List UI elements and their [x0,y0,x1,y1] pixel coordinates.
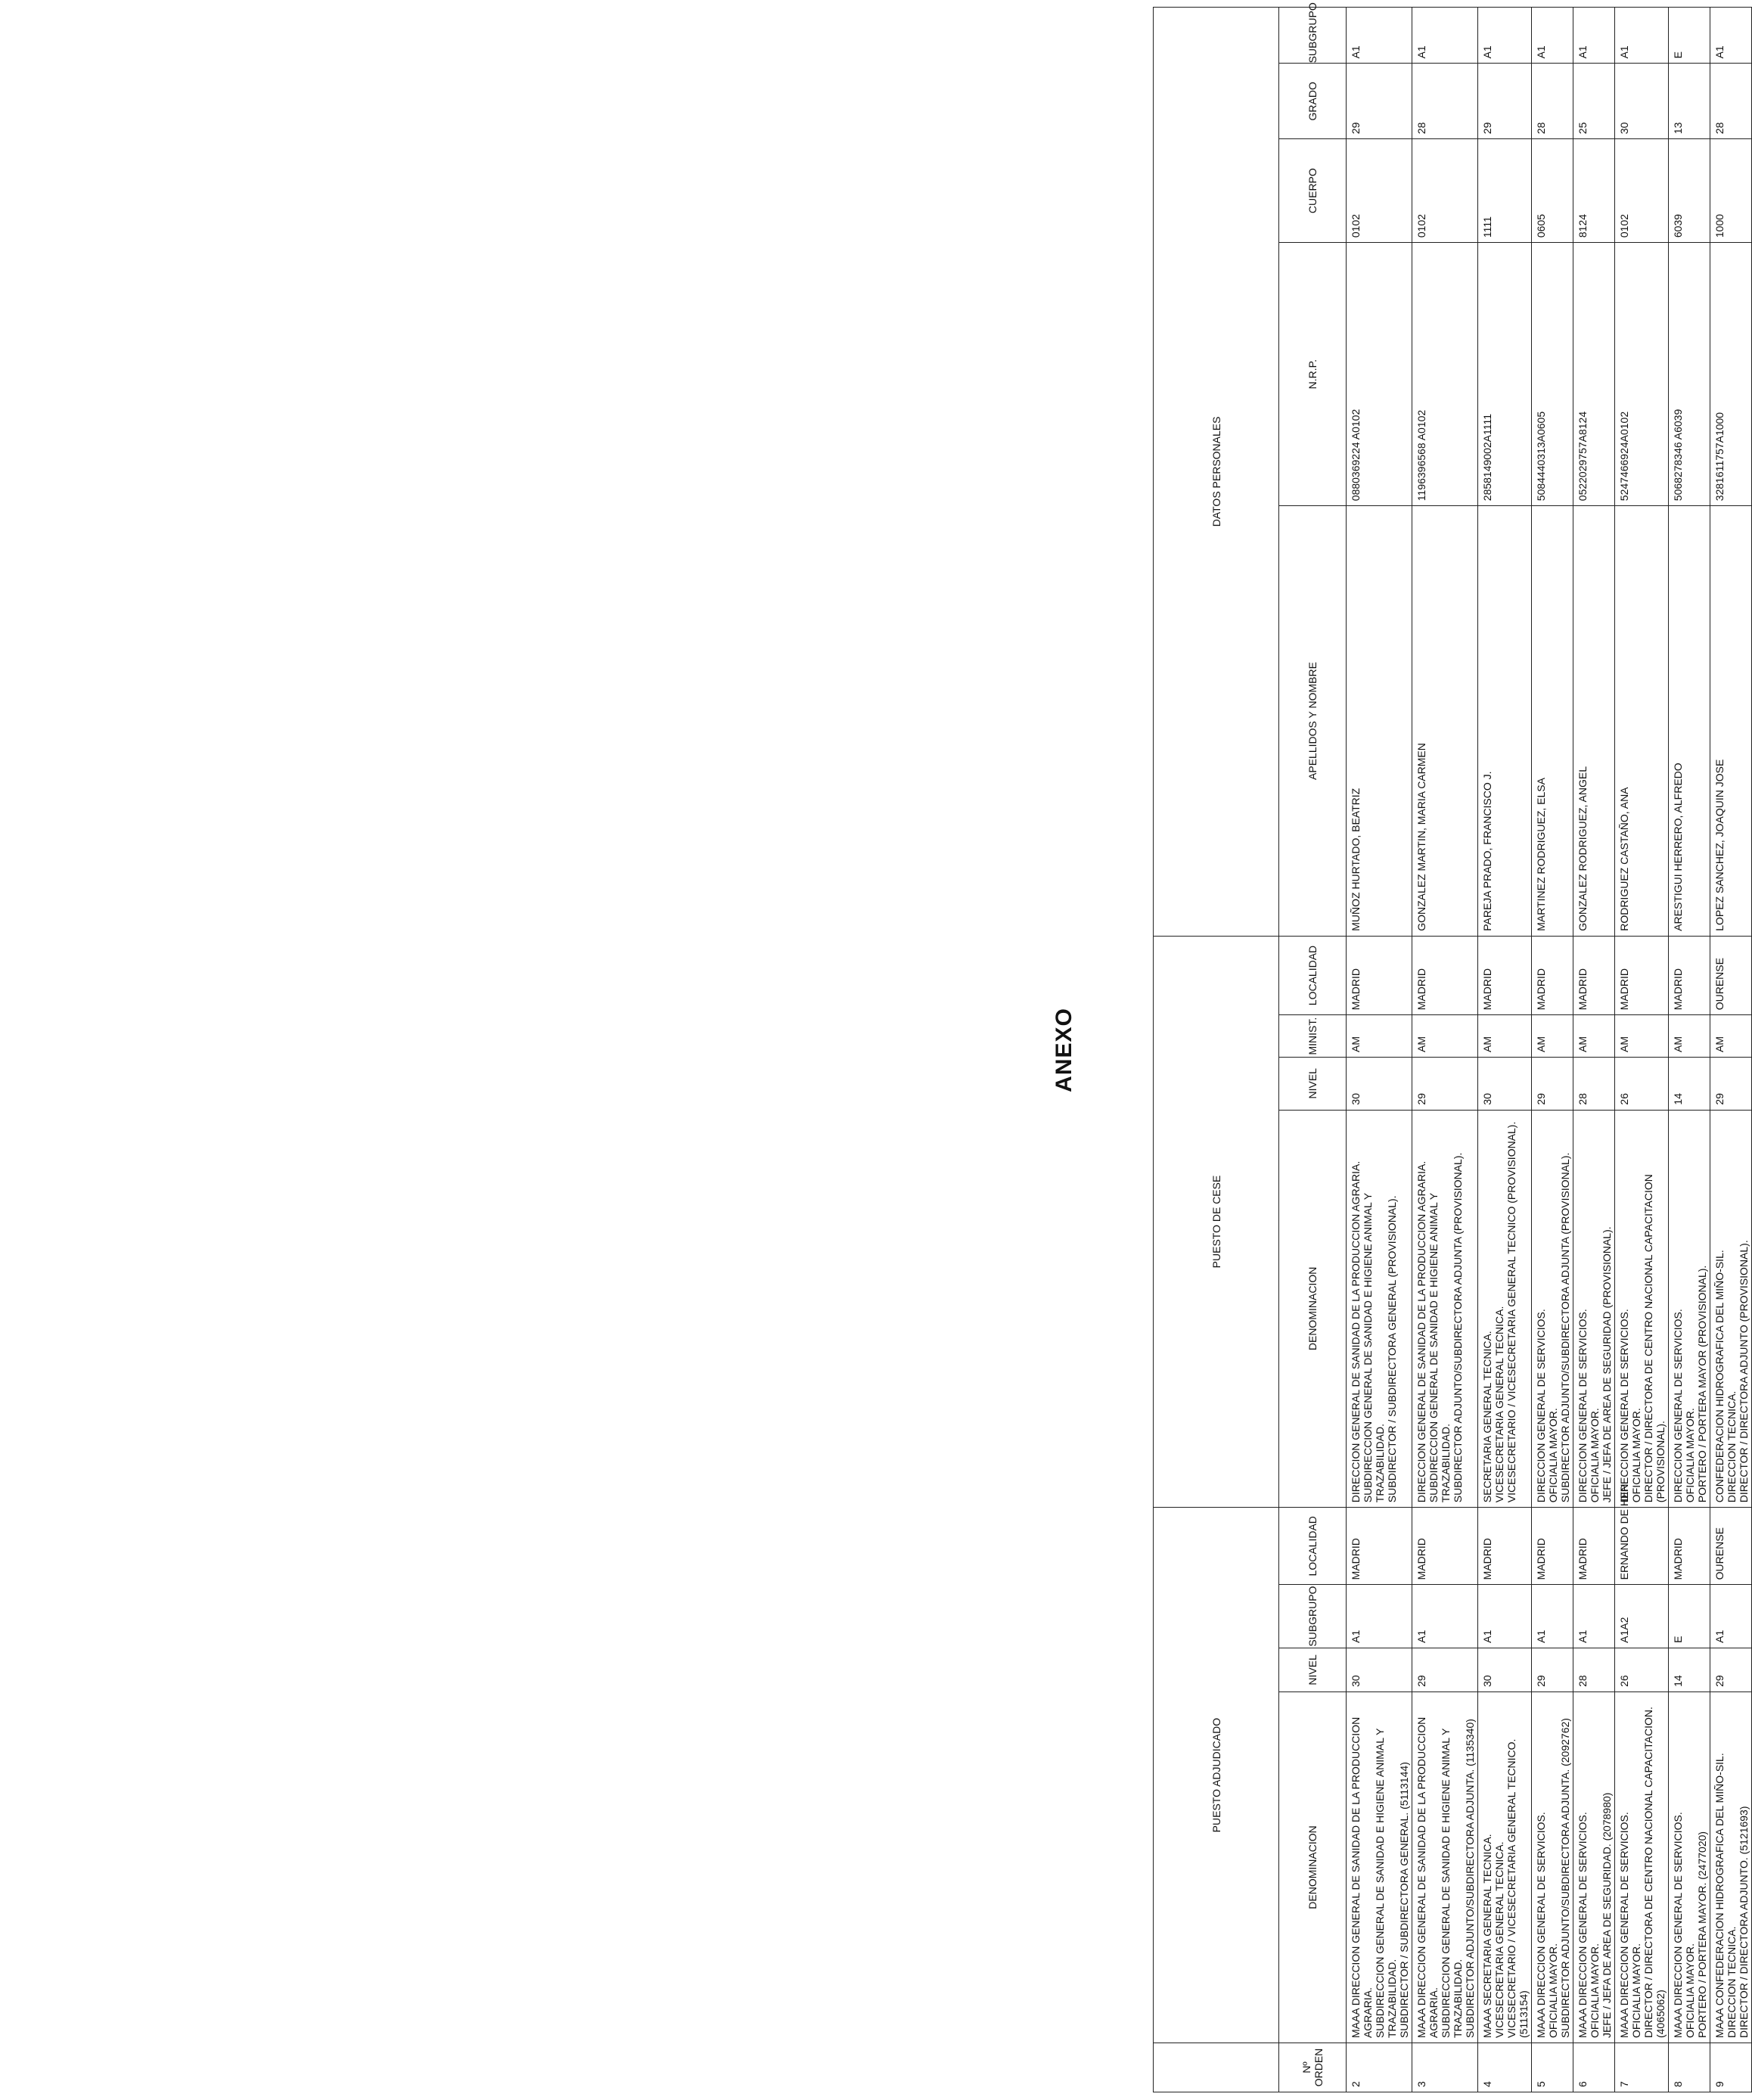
cell-apellidos: MARTINEZ RODRIGUEZ, ELSA [1532,506,1573,937]
cell-orden: 6 [1573,2043,1615,2092]
cell-adj-subgrupo: A1 [1478,1585,1532,1648]
cell-cuerpo: 6039 [1669,139,1710,243]
group-header-datos-personales: DATOS PERSONALES [1154,8,1279,937]
cell-nrp: 1196396568 A0102 [1412,243,1478,506]
cell-subgrupo: E [1669,8,1710,64]
cell-cese-denominacion: DIRECCION GENERAL DE SERVICIOS. OFICIALIA MAYOR. JEFE / JEFA DE AREA DE SEGURIDAD (PROVISIONAL). [1573,1110,1615,1508]
cell-adj-subgrupo: A1 [1573,1585,1615,1648]
table-row [1347,8,1412,2092]
cell-adj-subgrupo: A1 [1347,1585,1412,1648]
cell-adj-nivel: 28 [1573,1648,1615,1691]
cell-adj-subgrupo: A1 [1412,1585,1478,1648]
cell-cuerpo: 0102 [1412,139,1478,243]
group-header-puesto-cese: PUESTO DE CESE [1154,936,1279,1507]
cell-cese-minist: AM [1347,1015,1412,1058]
group-header-blank [1154,2043,1279,2092]
cell-cese-denominacion: DIRECCION GENERAL DE SANIDAD DE LA PRODUCCION AGRARIA. SUBDIRECCION GENERAL DE SANIDAD E HIGIENE ANIMAL Y TRAZABILIDAD. SUBDIRECTOR / SUBDIRECTORA GENERAL (PROVISIONAL). [1347,1110,1412,1508]
cell-cese-nivel: 29 [1710,1057,1752,1110]
cell-cese-nivel: 29 [1532,1057,1573,1110]
cell-orden: 9 [1710,2043,1752,2092]
cell-cese-denominacion: DIRECCION GENERAL DE SERVICIOS. OFICIALIA MAYOR. PORTERO / PORTERA MAYOR (PROVISIONAL). [1669,1110,1710,1508]
cell-adj-denominacion: MAAA DIRECCION GENERAL DE SANIDAD DE LA PRODUCCION AGRARIA. SUBDIRECCION GENERAL DE SANIDAD E HIGIENE ANIMAL Y TRAZABILIDAD. SUBDIRECTOR / SUBDIRECTORA GENERAL. (5113144) [1347,1691,1412,2043]
cell-cese-denominacion: CONFEDERACION HIDROGRAFICA DEL MIÑO-SIL. DIRECCION TECNICA. DIRECTOR / DIRECTORA ADJUNTO (PROVISIONAL). [1710,1110,1752,1508]
cell-subgrupo: A1 [1532,8,1573,64]
cell-adj-nivel: 30 [1478,1648,1532,1691]
cell-adj-denominacion: MAAA DIRECCION GENERAL DE SERVICIOS. OFICIALIA MAYOR. PORTERO / PORTERA MAYOR. (2477020) [1669,1691,1710,2043]
cell-cese-nivel: 29 [1412,1057,1478,1110]
cell-cese-localidad: MADRID [1347,936,1412,1014]
cell-nrp: 5084440313A0605 [1532,243,1573,506]
cell-adj-denominacion: MAAA SECRETARIA GENERAL TECNICA. VICESECRETARIA GENERAL TECNICA. VICESECRETARIO / VICESECRETARIA GENERAL TECNICO. (5113154) [1478,1691,1532,2043]
cell-adj-denominacion: MAAA DIRECCION GENERAL DE SANIDAD DE LA PRODUCCION AGRARIA. SUBDIRECCION GENERAL DE SANIDAD E HIGIENE ANIMAL Y TRAZABILIDAD. SUBDIRECTOR ADJUNTO/SUBDIRECTORA ADJUNTA. (1135340) [1412,1691,1478,2043]
cell-subgrupo: A1 [1347,8,1412,64]
cell-cese-nivel: 26 [1615,1057,1669,1110]
group-header-puesto-adjudicado: PUESTO ADJUDICADO [1154,1508,1279,2043]
cell-apellidos: GONZALEZ MARTIN, MARIA CARMEN [1412,506,1478,937]
col-header-adj-localidad: LOCALIDAD [1279,1508,1347,1585]
cell-grado: 28 [1412,64,1478,139]
cell-cese-denominacion: DIRECCION GENERAL DE SERVICIOS. OFICIALIA MAYOR. DIRECTOR / DIRECTORA DE CENTRO NACIONAL CAPACITACION (PROVISIONAL). [1615,1110,1669,1508]
cell-nrp: 0880369224 A0102 [1347,243,1412,506]
cell-cese-denominacion: DIRECCION GENERAL DE SANIDAD DE LA PRODUCCION AGRARIA. SUBDIRECCION GENERAL DE SANIDAD E HIGIENE ANIMAL Y TRAZABILIDAD. SUBDIRECTOR ADJUNTO/SUBDIRECTORA ADJUNTA (PROVISIONAL). [1412,1110,1478,1508]
cell-grado: 28 [1710,64,1752,139]
cell-orden: 4 [1478,2043,1532,2092]
cell-cese-denominacion: SECRETARIA GENERAL TECNICA. VICESECRETARIA GENERAL TECNICA. VICESECRETARIO / VICESECRETARIA GENERAL TECNICO (PROVISIONAL). [1478,1110,1532,1508]
col-header-orden: Nº ORDEN [1279,2043,1347,2092]
cell-cese-localidad: MADRID [1573,936,1615,1014]
col-header-cese-minist: MINIST. [1279,1015,1347,1058]
cell-cuerpo: 0102 [1615,139,1669,243]
cell-adj-localidad: OURENSE [1710,1508,1752,1585]
cell-adj-nivel: 29 [1532,1648,1573,1691]
cell-cese-localidad: MADRID [1478,936,1532,1014]
table-row [1669,8,1710,2092]
cell-adj-nivel: 30 [1347,1648,1412,1691]
col-header-cese-nivel: NIVEL [1279,1057,1347,1110]
col-header-grado: GRADO [1279,64,1347,139]
cell-cese-localidad: MADRID [1532,936,1573,1014]
col-header-adj-denominacion: DENOMINACION [1279,1691,1347,2043]
cell-grado: 13 [1669,64,1710,139]
cell-orden: 2 [1347,2043,1412,2092]
cell-adj-subgrupo: E [1669,1585,1710,1648]
cell-cese-nivel: 30 [1478,1057,1532,1110]
table-row [1615,8,1669,2092]
cell-nrp: 5247466924A0102 [1615,243,1669,506]
cell-grado: 25 [1573,64,1615,139]
cell-adj-localidad: MADRID [1347,1508,1412,1585]
cell-cese-minist: AM [1615,1015,1669,1058]
cell-adj-localidad: MADRID [1573,1508,1615,1585]
table-row [1412,8,1478,2092]
cell-grado: 28 [1532,64,1573,139]
annex-table [1153,2,1752,2092]
cell-apellidos: MUÑOZ HURTADO, BEATRIZ [1347,506,1412,937]
cell-nrp: 5068278346 A6039 [1669,243,1710,506]
cell-apellidos: LOPEZ SANCHEZ, JOAQUIN JOSE [1710,506,1752,937]
annex-title: ANEXO [1052,1008,1076,1092]
cell-adj-denominacion: MAAA DIRECCION GENERAL DE SERVICIOS. OFICIALIA MAYOR. DIRECTOR / DIRECTORA DE CENTRO NACIONAL CAPACITACION. (4065062) [1615,1691,1669,2043]
cell-adj-localidad: MADRID [1412,1508,1478,1585]
table-row [1532,8,1573,2092]
cell-cuerpo: 0605 [1532,139,1573,243]
cell-orden: 8 [1669,2043,1710,2092]
cell-subgrupo: A1 [1615,8,1669,64]
cell-adj-denominacion: MAAA CONFEDERACION HIDROGRAFICA DEL MIÑO-SIL. DIRECCION TECNICA. DIRECTOR / DIRECTORA ADJUNTO. (5121693) [1710,1691,1752,2043]
cell-apellidos: GONZALEZ RODRIGUEZ, ANGEL [1573,506,1615,937]
col-header-adj-subgrupo: SUBGRUPO [1279,1585,1347,1648]
cell-adj-localidad: MADRID [1532,1508,1573,1585]
cell-cese-minist: AM [1710,1015,1752,1058]
cell-adj-subgrupo: A1A2 [1615,1585,1669,1648]
col-header-adj-nivel: NIVEL [1279,1648,1347,1691]
col-header-apellidos: APELLIDOS Y NOMBRE [1279,506,1347,937]
cell-cese-minist: AM [1669,1015,1710,1058]
cell-adj-subgrupo: A1 [1532,1585,1573,1648]
col-header-subgrupo: SUBGRUPO [1279,8,1347,64]
cell-cese-nivel: 14 [1669,1057,1710,1110]
cell-cuerpo: 0102 [1347,139,1412,243]
cell-nrp: 0522029757A8124 [1573,243,1615,506]
cell-nrp: 3281611757A1000 [1710,243,1752,506]
cell-adj-nivel: 26 [1615,1648,1669,1691]
cell-orden: 5 [1532,2043,1573,2092]
group-header-row [1154,8,1279,2092]
col-header-cuerpo: CUERPO [1279,139,1347,243]
cell-adj-nivel: 29 [1412,1648,1478,1691]
cell-cese-minist: AM [1573,1015,1615,1058]
cell-adj-nivel: 29 [1710,1648,1752,1691]
cell-cese-localidad: MADRID [1615,936,1669,1014]
cell-adj-denominacion: MAAA DIRECCION GENERAL DE SERVICIOS. OFICIALIA MAYOR. JEFE / JEFA DE AREA DE SEGURIDAD. (2078980) [1573,1691,1615,2043]
cell-cese-minist: AM [1478,1015,1532,1058]
cell-orden: 7 [1615,2043,1669,2092]
cell-cuerpo: 1111 [1478,139,1532,243]
cell-subgrupo: A1 [1710,8,1752,64]
cell-cese-nivel: 28 [1573,1057,1615,1110]
cell-nrp: 2858149002A1111 [1478,243,1532,506]
table-row [1710,8,1752,2092]
cell-adj-nivel: 14 [1669,1648,1710,1691]
cell-apellidos: PAREJA PRADO, FRANCISCO J. [1478,506,1532,937]
cell-orden: 3 [1412,2043,1478,2092]
cell-apellidos: RODRIGUEZ CASTAÑO, ANA [1615,506,1669,937]
cell-apellidos: ARESTIGUI HERRERO, ALFREDO [1669,506,1710,937]
cell-cese-localidad: MADRID [1669,936,1710,1014]
cell-cese-localidad: OURENSE [1710,936,1752,1014]
cell-cese-nivel: 30 [1347,1057,1412,1110]
table-row [1573,8,1615,2092]
col-header-cese-localidad: LOCALIDAD [1279,936,1347,1014]
cell-grado: 29 [1478,64,1532,139]
cell-grado: 30 [1615,64,1669,139]
cell-adj-localidad: ERNANDO DE HEN [1615,1508,1669,1585]
cell-grado: 29 [1347,64,1412,139]
cell-adj-denominacion: MAAA DIRECCION GENERAL DE SERVICIOS. OFICIALIA MAYOR. SUBDIRECTOR ADJUNTO/SUBDIRECTORA ADJUNTA. (2092762) [1532,1691,1573,2043]
cell-cese-minist: AM [1412,1015,1478,1058]
column-header-row [1279,8,1347,2092]
cell-cuerpo: 1000 [1710,139,1752,243]
cell-subgrupo: A1 [1478,8,1532,64]
cell-cese-denominacion: DIRECCION GENERAL DE SERVICIOS. OFICIALIA MAYOR. SUBDIRECTOR ADJUNTO/SUBDIRECTORA ADJUNTA (PROVISIONAL). [1532,1110,1573,1508]
cell-cuerpo: 8124 [1573,139,1615,243]
cell-cese-localidad: MADRID [1412,936,1478,1014]
cell-adj-subgrupo: A1 [1710,1585,1752,1648]
cell-subgrupo: A1 [1412,8,1478,64]
cell-adj-localidad: MADRID [1478,1508,1532,1585]
col-header-nrp: N.R.P. [1279,243,1347,506]
cell-subgrupo: A1 [1573,8,1615,64]
col-header-cese-denominacion: DENOMINACION [1279,1110,1347,1508]
table-row [1478,8,1532,2092]
cell-adj-localidad: MADRID [1669,1508,1710,1585]
cell-cese-minist: AM [1532,1015,1573,1058]
